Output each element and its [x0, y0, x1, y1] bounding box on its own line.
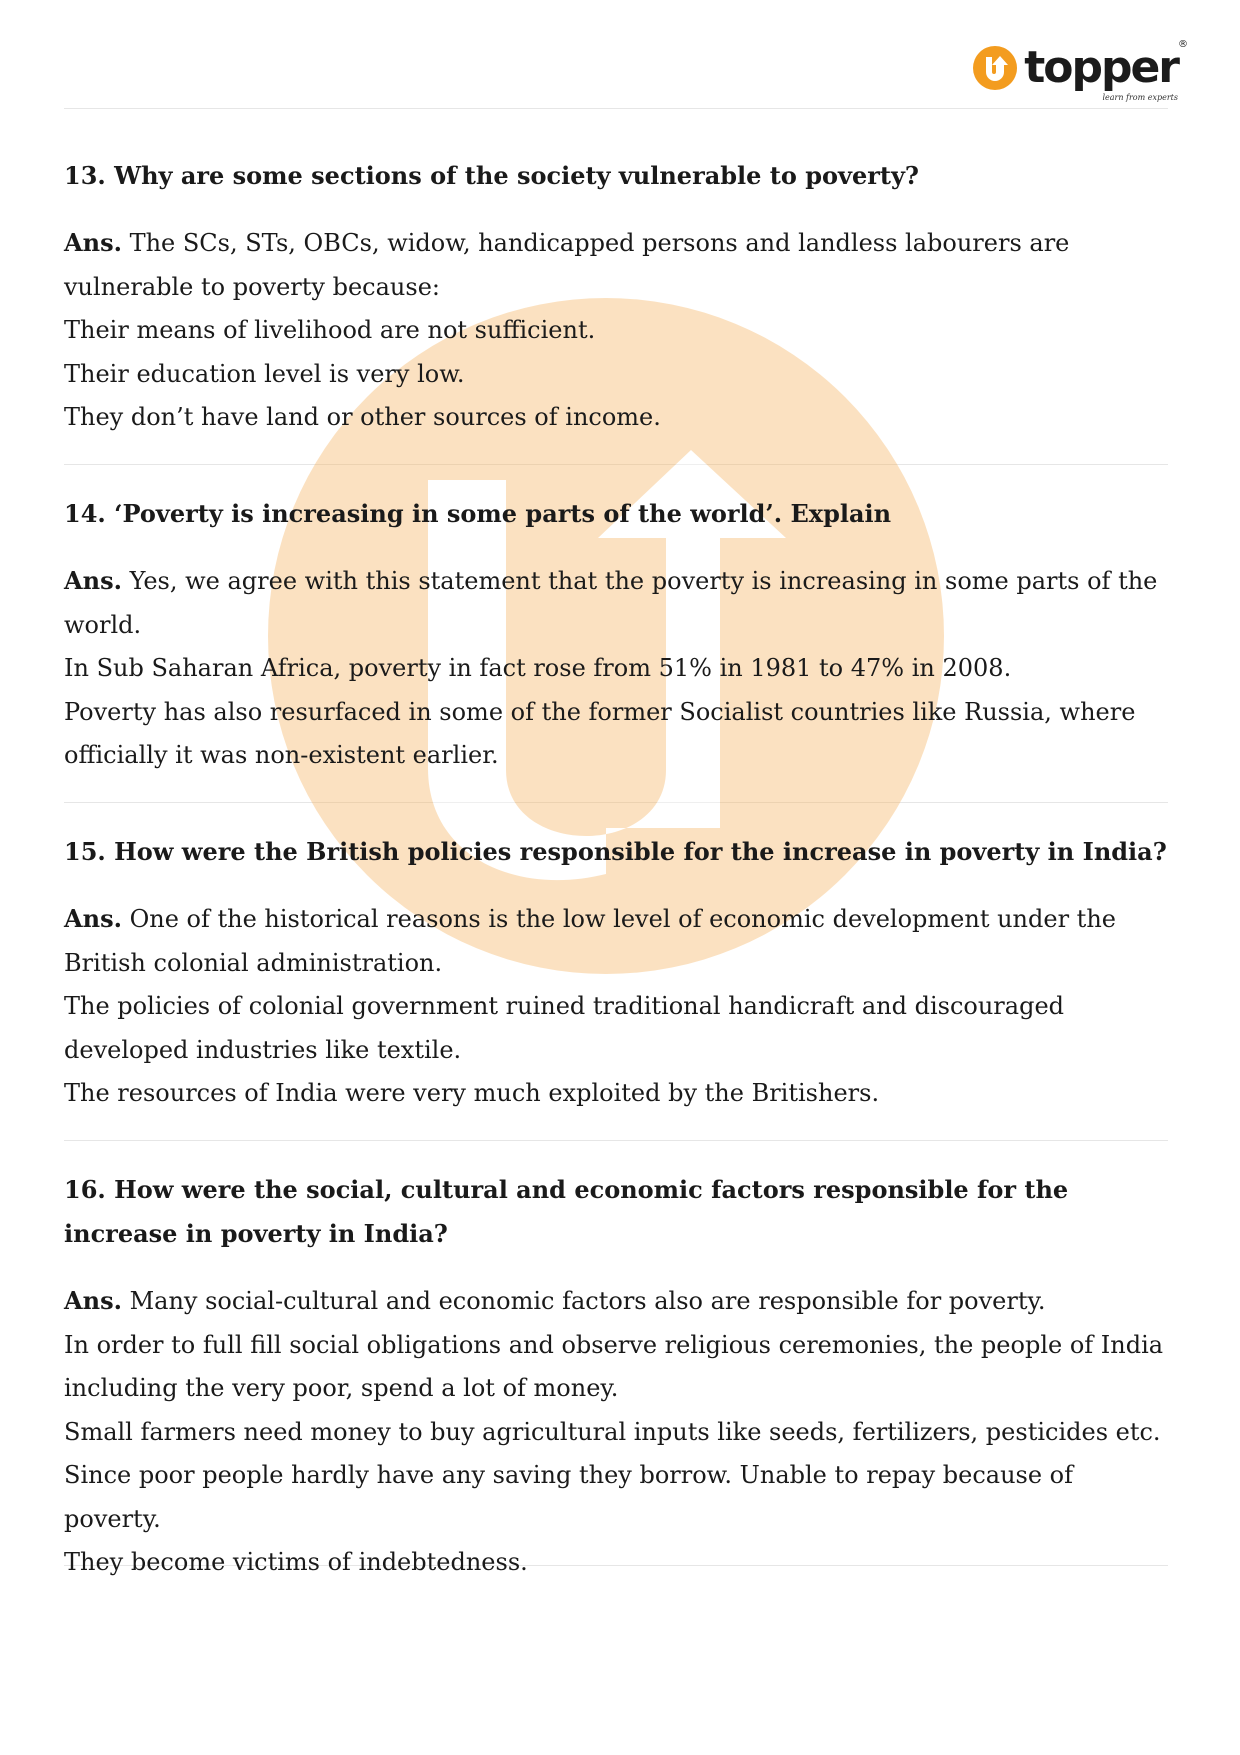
answer-line: They don’t have land or other sources of income.: [64, 403, 661, 431]
answer-label: Ans.: [64, 228, 122, 257]
answer-line: In order to full fill social obligations and observe religious ceremonies, the people of India including the very poor, spend a lot of money.: [64, 1330, 1164, 1402]
answer-line: Poverty has also resurfaced in some of the former Socialist countries like Russia, where officially it was non-existent earlier.: [64, 697, 1136, 769]
answer-block: [64, 559, 1174, 778]
answer-intro: Ans. Many social-cultural and economic factors also are responsible for poverty.: [64, 1286, 1046, 1315]
question-block-13: [64, 154, 1174, 440]
answer-line: The policies of colonial government ruined traditional handicraft and discouraged developed industries like textile.: [64, 992, 1065, 1064]
question-block-16: [64, 1168, 1174, 1585]
answer-line: Their means of livelihood are not sufficient.: [64, 316, 596, 344]
answer-label: Ans.: [64, 1286, 122, 1315]
answer-line: They become victims of indebtedness.: [64, 1548, 528, 1576]
answer-intro: Ans. One of the historical reasons is the low level of economic development under the British colonial administration.: [64, 904, 1116, 977]
registered-mark: ®: [1178, 39, 1188, 50]
brand-tagline: learn from experts: [1102, 93, 1178, 102]
question-block-14: [64, 492, 1174, 778]
section-divider: [64, 1140, 1168, 1141]
topper-logo-icon: [972, 45, 1018, 91]
section-divider: [64, 802, 1168, 803]
answer-block: [64, 1279, 1174, 1585]
answer-line: Their education level is very low.: [64, 359, 465, 388]
answer-line: In Sub Saharan Africa, poverty in fact rose from 51% in 1981 to 47% in 2008.: [64, 654, 1012, 682]
answer-intro: Ans. The SCs, STs, OBCs, widow, handicapped persons and landless labourers are vulnerable to poverty because:: [64, 228, 1070, 301]
brand-wordmark: [1024, 39, 1188, 102]
answer-block: [64, 897, 1174, 1116]
answer-block: [64, 221, 1174, 440]
answer-label: Ans.: [64, 566, 122, 595]
question-title: 16. How were the social, cultural and economic factors responsible for the increase in poverty in India?: [64, 1175, 1069, 1248]
answer-line: The resources of India were very much exploited by the Britishers.: [64, 1079, 880, 1107]
section-divider: [64, 464, 1168, 465]
question-block-15: [64, 830, 1174, 1116]
answer-label: Ans.: [64, 904, 122, 933]
question-title: 13. Why are some sections of the society vulnerable to poverty?: [64, 161, 919, 190]
answer-intro: Ans. Yes, we agree with this statement that the poverty is increasing in some parts of the world.: [64, 566, 1158, 639]
question-title: 14. ‘Poverty is increasing in some parts of the world’. Explain: [64, 499, 892, 528]
answer-line: Since poor people hardly have any saving they borrow. Unable to repay because of poverty.: [64, 1461, 1074, 1533]
header-divider: [64, 108, 1168, 109]
brand-logo: [972, 36, 1188, 102]
question-title: 15. How were the British policies responsible for the increase in poverty in India?: [64, 837, 1167, 866]
brand-name: topper: [1024, 42, 1178, 93]
answer-line: Small farmers need money to buy agricultural inputs like seeds, fertilizers, pesticides etc.: [64, 1417, 1161, 1446]
